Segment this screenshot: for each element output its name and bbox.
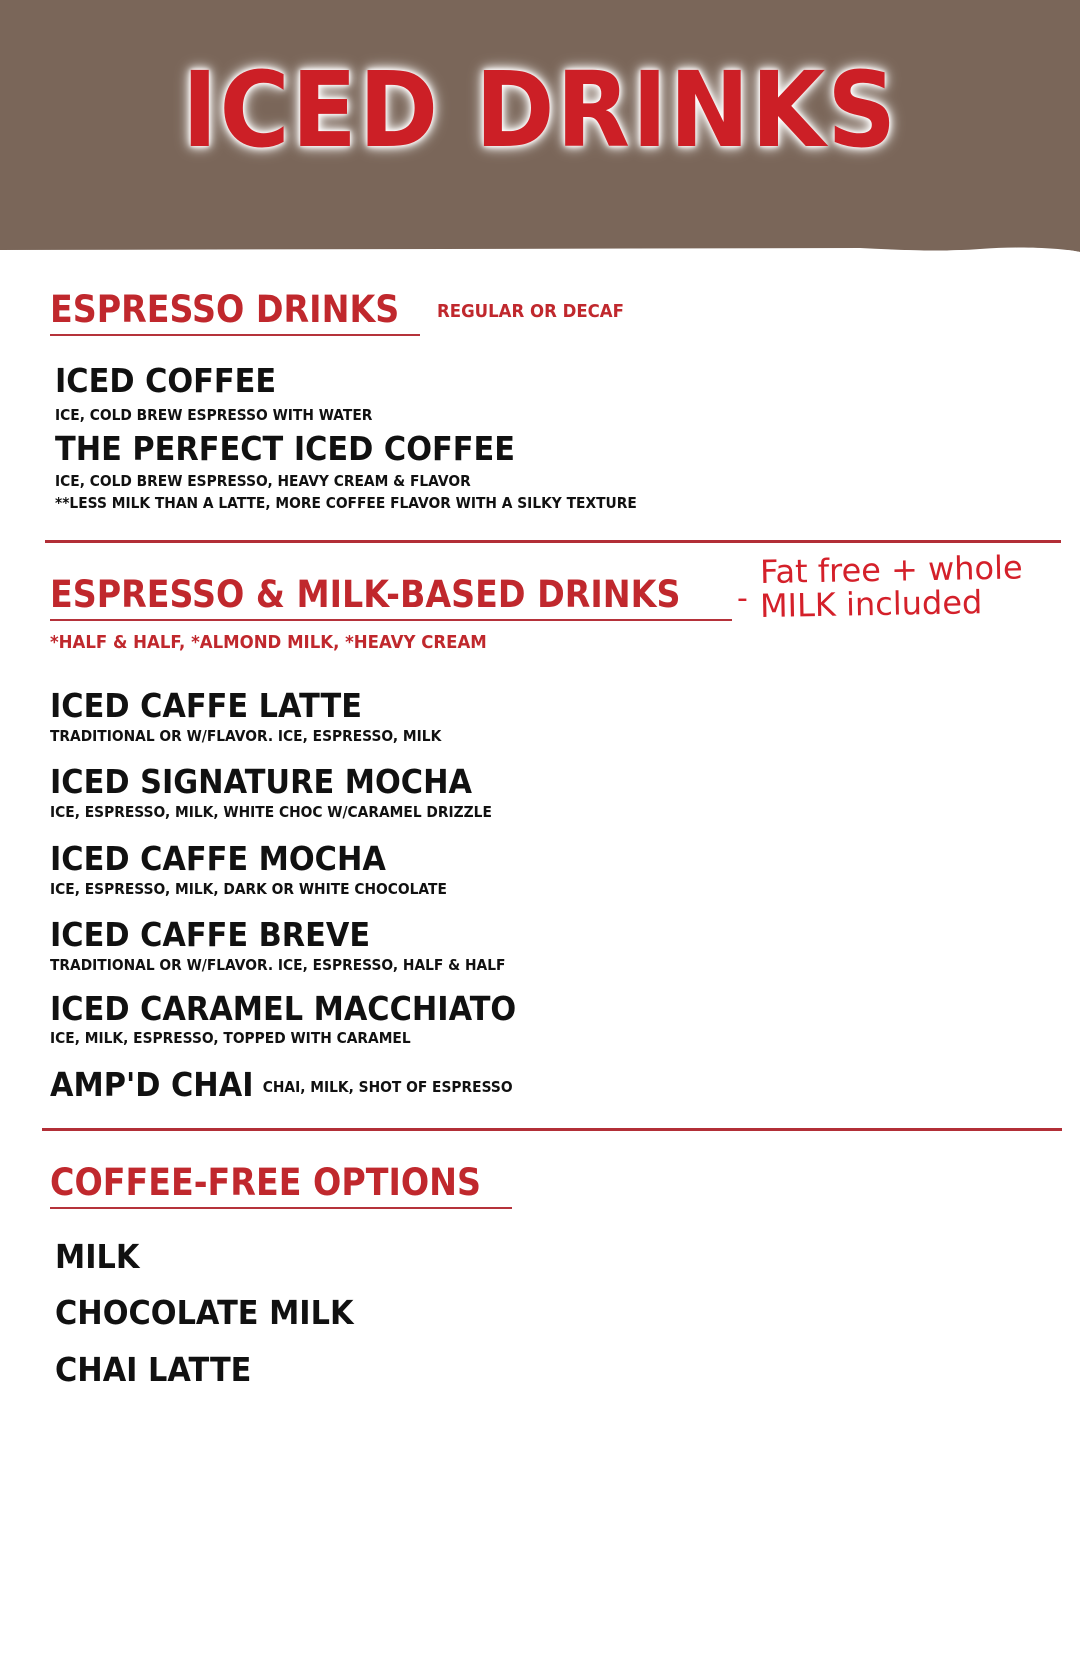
menu-item-note: **LESS MILK THAN A LATTE, MORE COFFEE FLAVOR WITH A SILKY TEXTURE <box>55 494 637 512</box>
handwritten-note-line2: MILK included <box>759 583 983 625</box>
menu-item-name: ICED CAFFE LATTE <box>50 686 362 725</box>
menu-item-description: ICE, ESPRESSO, MILK, DARK OR WHITE CHOCOLATE <box>50 880 447 898</box>
section-underline <box>50 619 732 621</box>
menu-item-name: AMP'D CHAI <box>50 1065 254 1104</box>
section-divider <box>45 540 1061 543</box>
section-title-espresso-drinks: ESPRESSO DRINKS <box>50 288 400 331</box>
menu-item-name: THE PERFECT ICED COFFEE <box>55 429 515 468</box>
handwritten-dash: - <box>737 581 748 616</box>
menu-item-description: ICE, ESPRESSO, MILK, WHITE CHOC W/CARAMEL DRIZZLE <box>50 803 492 821</box>
menu-item-name: CHAI LATTE <box>55 1350 252 1389</box>
menu-item-name: ICED SIGNATURE MOCHA <box>50 762 472 801</box>
menu-item-description: TRADITIONAL OR W/FLAVOR. ICE, ESPRESSO, HALF & HALF <box>50 956 506 974</box>
menu-item-name: ICED CAFFE BREVE <box>50 915 371 954</box>
section-subtitle-milk-options: *HALF & HALF, *ALMOND MILK, *HEAVY CREAM <box>50 632 487 653</box>
menu-item-name: ICED COFFEE <box>55 361 277 400</box>
menu-title: ICED DRINKS <box>182 49 898 171</box>
section-underline <box>50 334 420 336</box>
menu-item-name: ICED CAFFE MOCHA <box>50 839 386 878</box>
section-title-espresso-milk-based: ESPRESSO & MILK-BASED DRINKS <box>50 573 681 616</box>
header-wave-edge <box>0 230 1080 270</box>
menu-item-description: ICE, COLD BREW ESPRESSO WITH WATER <box>55 406 373 424</box>
menu-item-name: ICED CARAMEL MACCHIATO <box>50 989 517 1028</box>
menu-item-description: TRADITIONAL OR W/FLAVOR. ICE, ESPRESSO, MILK <box>50 727 442 745</box>
section-subtitle-regular-or-decaf: REGULAR OR DECAF <box>437 301 624 322</box>
menu-item-description: ICE, COLD BREW ESPRESSO, HEAVY CREAM & FLAVOR <box>55 472 471 490</box>
section-title-coffee-free: COFFEE-FREE OPTIONS <box>50 1161 482 1204</box>
menu-item-name: CHOCOLATE MILK <box>55 1293 354 1332</box>
section-divider <box>42 1128 1062 1131</box>
section-underline <box>50 1207 512 1209</box>
handwritten-note-line1: Fat free + whole <box>759 548 1023 591</box>
menu-item-description: ICE, MILK, ESPRESSO, TOPPED WITH CARAMEL <box>50 1029 411 1047</box>
menu-item-amp-d-chai <box>50 1066 513 1104</box>
menu-item-description: CHAI, MILK, SHOT OF ESPRESSO <box>262 1077 513 1096</box>
menu-item-name: MILK <box>55 1237 140 1276</box>
